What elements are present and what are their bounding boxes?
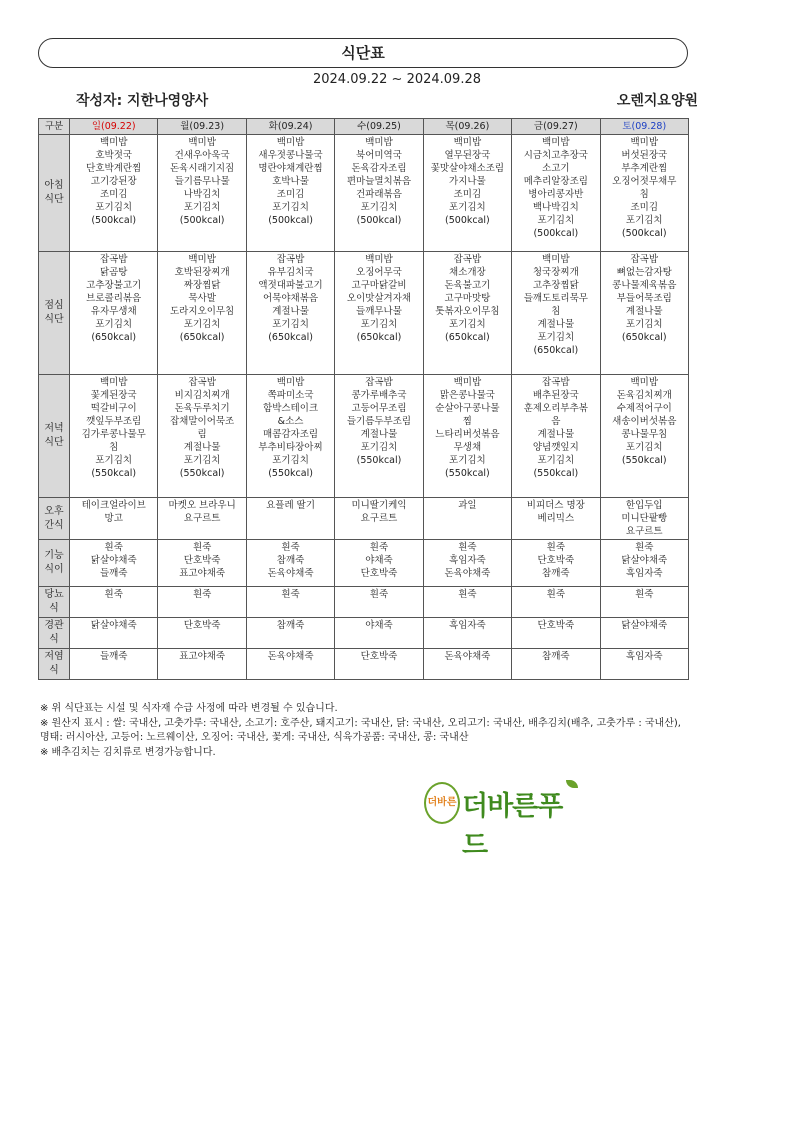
row-snack xyxy=(39,498,689,540)
header-day-sat: 토(09.28) xyxy=(600,119,688,135)
menu-cell xyxy=(158,587,246,618)
menu-cell xyxy=(423,252,511,375)
row-func xyxy=(39,540,689,587)
menu-item: 들기름두부조림 xyxy=(346,416,412,427)
menu-item: 포기김치 xyxy=(183,202,221,213)
menu-item: (550kcal) xyxy=(356,455,402,466)
menu-item: 건파래볶음 xyxy=(356,189,402,200)
menu-item: 흑임자죽 xyxy=(449,620,486,631)
menu-item: 잡곡밥 xyxy=(365,377,393,388)
menu-item: 잡곡밥 xyxy=(276,254,305,265)
logo-text: 더바른푸드 xyxy=(462,791,563,861)
menu-item: 돈육야채죽 xyxy=(444,568,491,579)
menu-item: 백미밥 xyxy=(453,137,482,148)
menu-item: 들기름무나물 xyxy=(174,176,230,187)
menu-item: 돈육불고기 xyxy=(444,280,491,291)
menu-item: 요구르트 xyxy=(183,513,221,524)
menu-item: 흰죽 xyxy=(458,589,477,600)
menu-item: 고기강된장 xyxy=(90,176,137,187)
menu-item: 흰죽 xyxy=(635,589,654,600)
menu-item: 포기김치 xyxy=(183,455,221,466)
menu-item: 메추리알장조림 xyxy=(523,176,588,187)
brand-logo xyxy=(424,778,584,861)
notes xyxy=(40,702,690,761)
row-diab xyxy=(39,587,689,618)
menu-item: 흰죽 xyxy=(104,589,123,600)
row-label-lunch: 점심 식단 xyxy=(39,252,70,375)
menu-item: 단호박계란찜 xyxy=(86,163,142,174)
menu-cell xyxy=(423,649,511,680)
menu-body xyxy=(39,135,689,680)
menu-item: 돈육시래기지짐 xyxy=(170,163,235,174)
menu-item: 부추비타장아찌 xyxy=(258,442,323,453)
menu-item: 어묵야채볶음 xyxy=(263,293,319,304)
menu-item: 가지나물 xyxy=(449,176,486,187)
menu-item: (550kcal) xyxy=(533,468,579,479)
page-title: 식단표 xyxy=(38,38,688,68)
menu-item: 포기김치 xyxy=(272,319,309,330)
menu-item: 포기김치 xyxy=(95,202,133,213)
menu-item: 망고 xyxy=(104,513,123,524)
menu-item: 잡곡밥 xyxy=(99,254,128,265)
menu-item: 백미밥 xyxy=(630,137,659,148)
menu-cell xyxy=(246,540,334,587)
menu-item: (550kcal) xyxy=(91,468,137,479)
menu-item: (650kcal) xyxy=(179,332,225,343)
menu-item: 포기김치 xyxy=(625,319,663,330)
menu-item: 포기김치 xyxy=(625,215,663,226)
menu-item: 훈제오리부추볶 음 xyxy=(523,403,588,427)
menu-item: 새송이버섯볶음 xyxy=(612,416,677,427)
menu-item: 참깨죽 xyxy=(276,555,305,566)
menu-item: 비지김치찌개 xyxy=(174,390,230,401)
menu-cell xyxy=(600,618,688,649)
menu-item: (650kcal) xyxy=(356,332,402,343)
menu-item: 돈육감자조림 xyxy=(351,163,407,174)
menu-item: 계절나물 xyxy=(537,429,575,440)
menu-item: 잡곡밥 xyxy=(188,377,216,388)
header-day-sun: 일(09.22) xyxy=(70,119,158,135)
menu-item: 조미김 xyxy=(276,189,305,200)
menu-cell xyxy=(423,618,511,649)
menu-item: (500kcal) xyxy=(356,215,402,226)
menu-item: 참깨죽 xyxy=(276,620,305,631)
header-day-fri: 금(09.27) xyxy=(512,119,600,135)
menu-item: 야채죽 xyxy=(365,620,393,631)
menu-item: 소고기 xyxy=(542,163,570,174)
menu-item: 흰죽 xyxy=(192,542,212,553)
menu-cell xyxy=(512,252,600,375)
menu-item: 청국장찌개 xyxy=(532,267,579,278)
menu-item: 계절나물 xyxy=(272,306,309,317)
menu-item: 호박젓국 xyxy=(95,150,133,161)
menu-item: 요플레 딸기 xyxy=(266,500,315,511)
menu-item: 돈육김치찌개 xyxy=(616,390,672,401)
menu-item: 백미밥 xyxy=(99,137,128,148)
menu-cell xyxy=(246,618,334,649)
menu-item: 매콤감자조림 xyxy=(263,429,319,440)
menu-cell xyxy=(70,252,158,375)
menu-item: 들깨죽 xyxy=(99,568,128,579)
menu-item: (550kcal) xyxy=(268,468,313,479)
menu-cell xyxy=(158,498,246,540)
menu-item: 포기김치 xyxy=(360,202,398,213)
menu-item: 단호박죽 xyxy=(360,651,398,662)
menu-cell xyxy=(246,498,334,540)
menu-item: 고구마맛탕 xyxy=(444,293,491,304)
menu-item: 비피더스 명장 xyxy=(526,500,585,511)
menu-item: 고추장찜닭 xyxy=(532,280,579,291)
menu-item: 무생채 xyxy=(453,442,482,453)
menu-item: 단호박죽 xyxy=(183,620,221,631)
menu-cell xyxy=(158,375,246,498)
menu-item: 미니딸기케익 xyxy=(351,500,407,511)
date-range: 2024.09.22 ~ 2024.09.28 xyxy=(312,72,482,87)
header-day-mon: 월(09.23) xyxy=(158,119,246,135)
menu-item: 잡채말이어묵조 림 xyxy=(170,416,235,440)
menu-cell xyxy=(246,252,334,375)
menu-item: 표고야채죽 xyxy=(179,651,226,662)
menu-cell xyxy=(70,498,158,540)
menu-item: 고추장불고기 xyxy=(86,280,142,291)
menu-item: 부들어묵조림 xyxy=(616,293,672,304)
menu-item: (500kcal) xyxy=(621,228,667,239)
menu-item: 베리믹스 xyxy=(537,513,575,524)
menu-item: 뼈없는감자탕 xyxy=(616,267,672,278)
menu-item: 표고야채죽 xyxy=(179,568,226,579)
menu-item: (500kcal) xyxy=(179,215,225,226)
menu-item: 포기김치 xyxy=(183,319,221,330)
menu-item: 과일 xyxy=(458,500,477,511)
menu-cell xyxy=(158,252,246,375)
menu-item: 백미밥 xyxy=(453,377,482,388)
menu-cell xyxy=(512,540,600,587)
menu-item: 요구르트 xyxy=(360,513,398,524)
menu-item: 병아리콩자반 xyxy=(528,189,584,200)
menu-item: 잡곡밥 xyxy=(630,254,659,265)
menu-item: 포기김치 xyxy=(360,442,398,453)
menu-item: 들깨죽 xyxy=(99,651,128,662)
menu-item: 흰죽 xyxy=(281,542,300,553)
menu-cell xyxy=(600,375,688,498)
row-label-func: 기능 식이 xyxy=(39,540,70,587)
menu-item: 호박나물 xyxy=(272,176,309,187)
menu-item: (500kcal) xyxy=(91,215,137,226)
menu-item: 돈육야채죽 xyxy=(267,568,314,579)
menu-item: 백미밥 xyxy=(365,137,393,148)
menu-item: (650kcal) xyxy=(445,332,490,343)
menu-cell xyxy=(600,649,688,680)
menu-item: 흰죽 xyxy=(546,589,565,600)
menu-item: 꽃맛살야채소조림 xyxy=(430,163,505,174)
menu-cell xyxy=(70,135,158,252)
menu-item: 포기김치 xyxy=(272,455,309,466)
menu-item: 포기김치 xyxy=(95,455,133,466)
menu-cell xyxy=(423,587,511,618)
menu-cell xyxy=(246,649,334,680)
menu-item: 참깨죽 xyxy=(542,568,570,579)
menu-cell xyxy=(423,375,511,498)
menu-item: 쪽파미소국 xyxy=(267,390,314,401)
menu-item: (650kcal) xyxy=(533,345,579,356)
menu-item: 계절나물 xyxy=(183,442,221,453)
menu-item: 닭살야채죽 xyxy=(90,555,137,566)
menu-cell xyxy=(600,252,688,375)
menu-cell xyxy=(335,135,423,252)
header-day-thu: 목(09.26) xyxy=(423,119,511,135)
menu-item: 포기김치 xyxy=(537,332,575,343)
menu-item: 건새우아욱국 xyxy=(174,150,230,161)
header-day-wed: 수(09.25) xyxy=(335,119,423,135)
menu-item: (500kcal) xyxy=(445,215,490,226)
menu-item: 포기김치 xyxy=(537,215,575,226)
header-row xyxy=(39,119,689,135)
menu-item: 콩나물무침 xyxy=(621,429,668,440)
row-breakfast xyxy=(39,135,689,252)
menu-cell xyxy=(335,540,423,587)
menu-item: (650kcal) xyxy=(268,332,313,343)
note-change: ※ 위 식단표는 시설 및 식자재 수급 사정에 따라 변경될 수 있습니다. xyxy=(40,703,338,714)
menu-item: 고등어무조림 xyxy=(351,403,407,414)
menu-item: 호박된장찌개 xyxy=(174,267,230,278)
organization-name: 오렌지요양원 xyxy=(616,93,698,109)
menu-item: (550kcal) xyxy=(179,468,225,479)
menu-item: 포기김치 xyxy=(360,319,398,330)
menu-table xyxy=(38,118,689,680)
row-label-snack: 오후 간식 xyxy=(39,498,70,540)
menu-cell xyxy=(70,375,158,498)
menu-cell xyxy=(600,498,688,540)
menu-cell xyxy=(335,375,423,498)
menu-item: 백미밥 xyxy=(188,254,216,265)
menu-item: 조미김 xyxy=(453,189,482,200)
menu-item: 잡곡밥 xyxy=(542,377,570,388)
menu-item: 포기김치 xyxy=(449,455,486,466)
menu-cell xyxy=(512,375,600,498)
row-lowsalt xyxy=(39,649,689,680)
menu-item: 백미밥 xyxy=(99,377,128,388)
menu-cell xyxy=(70,540,158,587)
menu-cell xyxy=(335,498,423,540)
menu-item: 흰죽 xyxy=(635,542,654,553)
menu-cell xyxy=(335,587,423,618)
menu-item: 흰죽 xyxy=(458,542,477,553)
menu-cell xyxy=(512,587,600,618)
menu-item: 김가루콩나물무 침 xyxy=(81,429,146,453)
menu-item: 요구르트 xyxy=(625,526,663,537)
menu-item: 닭살야채죽 xyxy=(621,620,668,631)
menu-item: 오징어젓무채무 침 xyxy=(612,176,677,200)
menu-item: 포기김치 xyxy=(449,319,486,330)
menu-item: 순살아구콩나물 찜 xyxy=(435,403,500,427)
menu-item: 포기김치 xyxy=(95,319,133,330)
logo-badge-icon: 더바른 xyxy=(424,782,460,824)
menu-item: 느타리버섯볶음 xyxy=(435,429,500,440)
menu-item: 흰죽 xyxy=(281,589,300,600)
menu-cell xyxy=(246,375,334,498)
menu-item: 돈육두루치기 xyxy=(174,403,230,414)
menu-cell xyxy=(158,135,246,252)
menu-cell xyxy=(512,618,600,649)
menu-item: 단호박죽 xyxy=(537,620,575,631)
header-category: 구분 xyxy=(39,119,70,135)
menu-cell xyxy=(335,618,423,649)
menu-item: 야채죽 xyxy=(365,555,393,566)
menu-cell xyxy=(158,540,246,587)
menu-item: 묵사발 xyxy=(188,293,216,304)
menu-cell xyxy=(600,587,688,618)
menu-item: 나박김치 xyxy=(183,189,221,200)
menu-item: 오징어무국 xyxy=(356,267,402,278)
menu-item: 흑임자죽 xyxy=(625,568,663,579)
menu-item: 꽃게된장국 xyxy=(90,390,137,401)
menu-cell xyxy=(335,252,423,375)
menu-item: 조미김 xyxy=(99,189,128,200)
menu-item: 돈육야채죽 xyxy=(267,651,314,662)
menu-item: 포기김치 xyxy=(449,202,486,213)
menu-item: 수제적어구이 xyxy=(616,403,672,414)
menu-cell xyxy=(512,498,600,540)
menu-item: 함박스테이크 &소스 xyxy=(263,403,319,427)
menu-item: 포기김치 xyxy=(625,442,663,453)
row-label-renal: 경관 식 xyxy=(39,618,70,649)
menu-cell xyxy=(512,135,600,252)
row-dinner xyxy=(39,375,689,498)
menu-item: 포기김치 xyxy=(537,455,575,466)
menu-item: 테이크얼라이브 xyxy=(81,500,146,511)
menu-cell xyxy=(70,618,158,649)
menu-item: 배추된장국 xyxy=(532,390,579,401)
menu-item: 들깨도토리묵무 침 xyxy=(523,293,588,317)
row-renal xyxy=(39,618,689,649)
menu-item: 오이맛살겨자채 xyxy=(346,293,412,304)
menu-item: (550kcal) xyxy=(621,455,667,466)
menu-item: 단호박죽 xyxy=(537,555,575,566)
menu-item: 북어미역국 xyxy=(356,150,402,161)
menu-item: 백미밥 xyxy=(630,377,659,388)
menu-item: 돈육야채죽 xyxy=(444,651,491,662)
menu-item: 흰죽 xyxy=(369,589,389,600)
note-origin: ※ 원산지 표시 : 쌀: 국내산, 고춧가루: 국내산, 소고기: 호주산, 돼지고기: 국내산, 닭: 국내산, 오리고기: 국내산, 배추김치(배추, 고춧가루 : 국내산), 명태: 러시아산, 고등어: 노르웨이산, 오징어: 국내산, 꽃게: 국내산, 식육가공품: 국내산, 콩: 국내산 xyxy=(40,718,681,743)
menu-item: 유부김치국 xyxy=(267,267,314,278)
menu-item: (500kcal) xyxy=(533,228,579,239)
menu-item: 잡곡밥 xyxy=(453,254,482,265)
menu-item: 브로콜리볶음 xyxy=(86,293,142,304)
menu-item: (550kcal) xyxy=(445,468,490,479)
row-label-breakfast: 아침 식단 xyxy=(39,135,70,252)
menu-cell xyxy=(70,649,158,680)
menu-cell xyxy=(600,540,688,587)
menu-item: 도라지오이무침 xyxy=(170,306,235,317)
menu-item: 고구마닭갈비 xyxy=(351,280,407,291)
menu-item: 버섯된장국 xyxy=(621,150,668,161)
note-kimchi: ※ 배추김치는 김치류로 변경가능합니다. xyxy=(40,747,216,758)
menu-item: 깻잎두부조림 xyxy=(86,416,142,427)
menu-item: 콩가루배추국 xyxy=(351,390,407,401)
menu-item: 흰죽 xyxy=(546,542,565,553)
menu-item: 미니단팥빵 xyxy=(621,513,668,524)
menu-cell xyxy=(158,618,246,649)
menu-item: 닭곰탕 xyxy=(99,267,128,278)
menu-item: 시금치고추장국 xyxy=(523,150,588,161)
menu-item: 백나박김치 xyxy=(532,202,579,213)
menu-item: 새우젓콩나물국 xyxy=(258,150,323,161)
menu-item: 흑임자죽 xyxy=(625,651,663,662)
menu-cell xyxy=(246,587,334,618)
menu-item: 백미밥 xyxy=(542,137,570,148)
menu-item: 콩나물제육볶음 xyxy=(612,280,677,291)
menu-item: 마켓오 브라우니 xyxy=(168,500,236,511)
menu-cell xyxy=(158,649,246,680)
menu-item: 계절나물 xyxy=(537,319,575,330)
menu-item: 단호박죽 xyxy=(183,555,221,566)
menu-item: 조미김 xyxy=(630,202,659,213)
menu-item: 명란야채계란찜 xyxy=(258,163,323,174)
menu-item: 백미밥 xyxy=(276,137,305,148)
menu-item: 한입두입 xyxy=(625,500,663,511)
menu-item: (500kcal) xyxy=(268,215,313,226)
menu-item: 양념깻잎지 xyxy=(532,442,579,453)
menu-item: 흑임자죽 xyxy=(449,555,486,566)
menu-item: 닭살야채죽 xyxy=(621,555,668,566)
menu-cell xyxy=(423,135,511,252)
menu-item: 부추계란찜 xyxy=(621,163,668,174)
menu-item: 백미밥 xyxy=(365,254,393,265)
menu-item: 떡갈비구이 xyxy=(90,403,137,414)
menu-cell xyxy=(512,649,600,680)
row-label-lowsalt: 저염 식 xyxy=(39,649,70,680)
menu-item: 백미밥 xyxy=(276,377,305,388)
row-label-dinner: 저녁 식단 xyxy=(39,375,70,498)
menu-item: 흰죽 xyxy=(104,542,123,553)
menu-item: 액젓대파불고기 xyxy=(258,280,323,291)
menu-item: 편마늘멸치볶음 xyxy=(346,176,412,187)
menu-cell xyxy=(423,498,511,540)
menu-item: 포기김치 xyxy=(272,202,309,213)
menu-item: 채소개장 xyxy=(449,267,486,278)
menu-item: 계절나물 xyxy=(360,429,398,440)
author: 작성자: 지한나영양사 xyxy=(76,93,209,109)
menu-item: 열무된장국 xyxy=(444,150,491,161)
menu-item: 톳볶자오이무침 xyxy=(435,306,500,317)
menu-item: 들깨무나물 xyxy=(356,306,402,317)
menu-item: 흰죽 xyxy=(192,589,212,600)
menu-cell xyxy=(246,135,334,252)
menu-item: (650kcal) xyxy=(91,332,137,343)
row-lunch xyxy=(39,252,689,375)
menu-item: 참깨죽 xyxy=(542,651,570,662)
row-label-diab: 당뇨 식 xyxy=(39,587,70,618)
menu-item: 흰죽 xyxy=(369,542,389,553)
menu-item: 닭살야채죽 xyxy=(90,620,137,631)
menu-item: 맑은콩나물국 xyxy=(439,390,495,401)
menu-cell xyxy=(600,135,688,252)
menu-item: 짜장찜닭 xyxy=(183,280,221,291)
header-day-tue: 화(09.24) xyxy=(246,119,334,135)
menu-cell xyxy=(70,587,158,618)
menu-item: 백미밥 xyxy=(188,137,216,148)
menu-item: (650kcal) xyxy=(621,332,667,343)
menu-item: 유자무생채 xyxy=(90,306,137,317)
menu-item: 계절나물 xyxy=(625,306,663,317)
menu-cell xyxy=(423,540,511,587)
menu-item: 단호박죽 xyxy=(360,568,398,579)
menu-cell xyxy=(335,649,423,680)
menu-item: 백미밥 xyxy=(542,254,570,265)
